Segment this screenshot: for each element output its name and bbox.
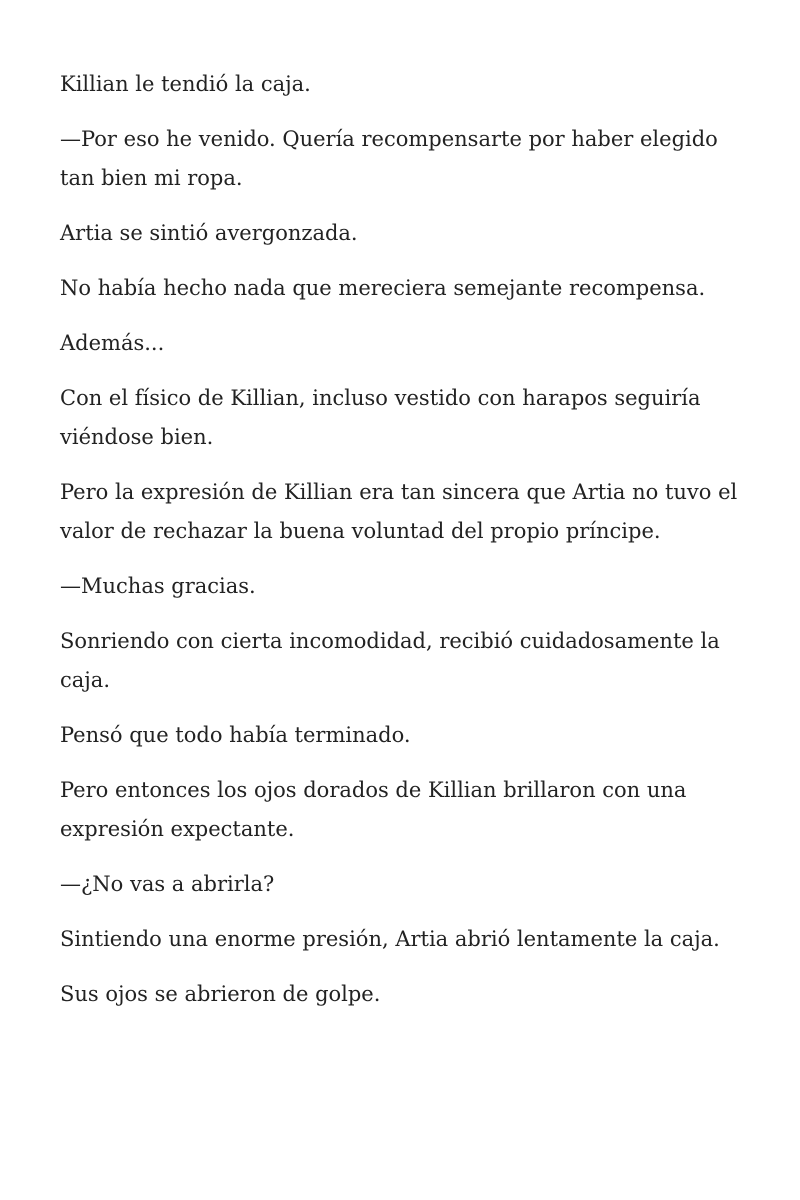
paragraph: Artia se sintió avergonzada. xyxy=(60,221,358,245)
paragraph: Killian le tendió la caja. xyxy=(60,72,311,96)
paragraph: Pensó que todo había terminado. xyxy=(60,723,411,747)
paragraph: —Muchas gracias. xyxy=(60,574,256,598)
paragraph: Sonriendo con cierta incomodidad, recibió cuidadosamente la caja. xyxy=(60,629,720,692)
paragraph: Pero entonces los ojos dorados de Killian brillaron con una expresión expectante. xyxy=(60,778,687,841)
paragraph: Pero la expresión de Killian era tan sincera que Artia no tuvo el valor de rechazar la buena voluntad del propio príncipe. xyxy=(60,480,738,543)
paragraph: Con el físico de Killian, incluso vestido con harapos seguiría viéndose bien. xyxy=(60,386,701,449)
paragraph: Además... xyxy=(60,331,165,355)
paragraph: Sus ojos se abrieron de golpe. xyxy=(60,982,381,1006)
paragraph: Sintiendo una enorme presión, Artia abrió lentamente la caja. xyxy=(60,927,720,951)
paragraph: No había hecho nada que mereciera semejante recompensa. xyxy=(60,276,706,300)
paragraph: —¿No vas a abrirla? xyxy=(60,872,275,896)
paragraph: —Por eso he venido. Quería recompensarte por haber elegido tan bien mi ropa. xyxy=(60,127,718,190)
